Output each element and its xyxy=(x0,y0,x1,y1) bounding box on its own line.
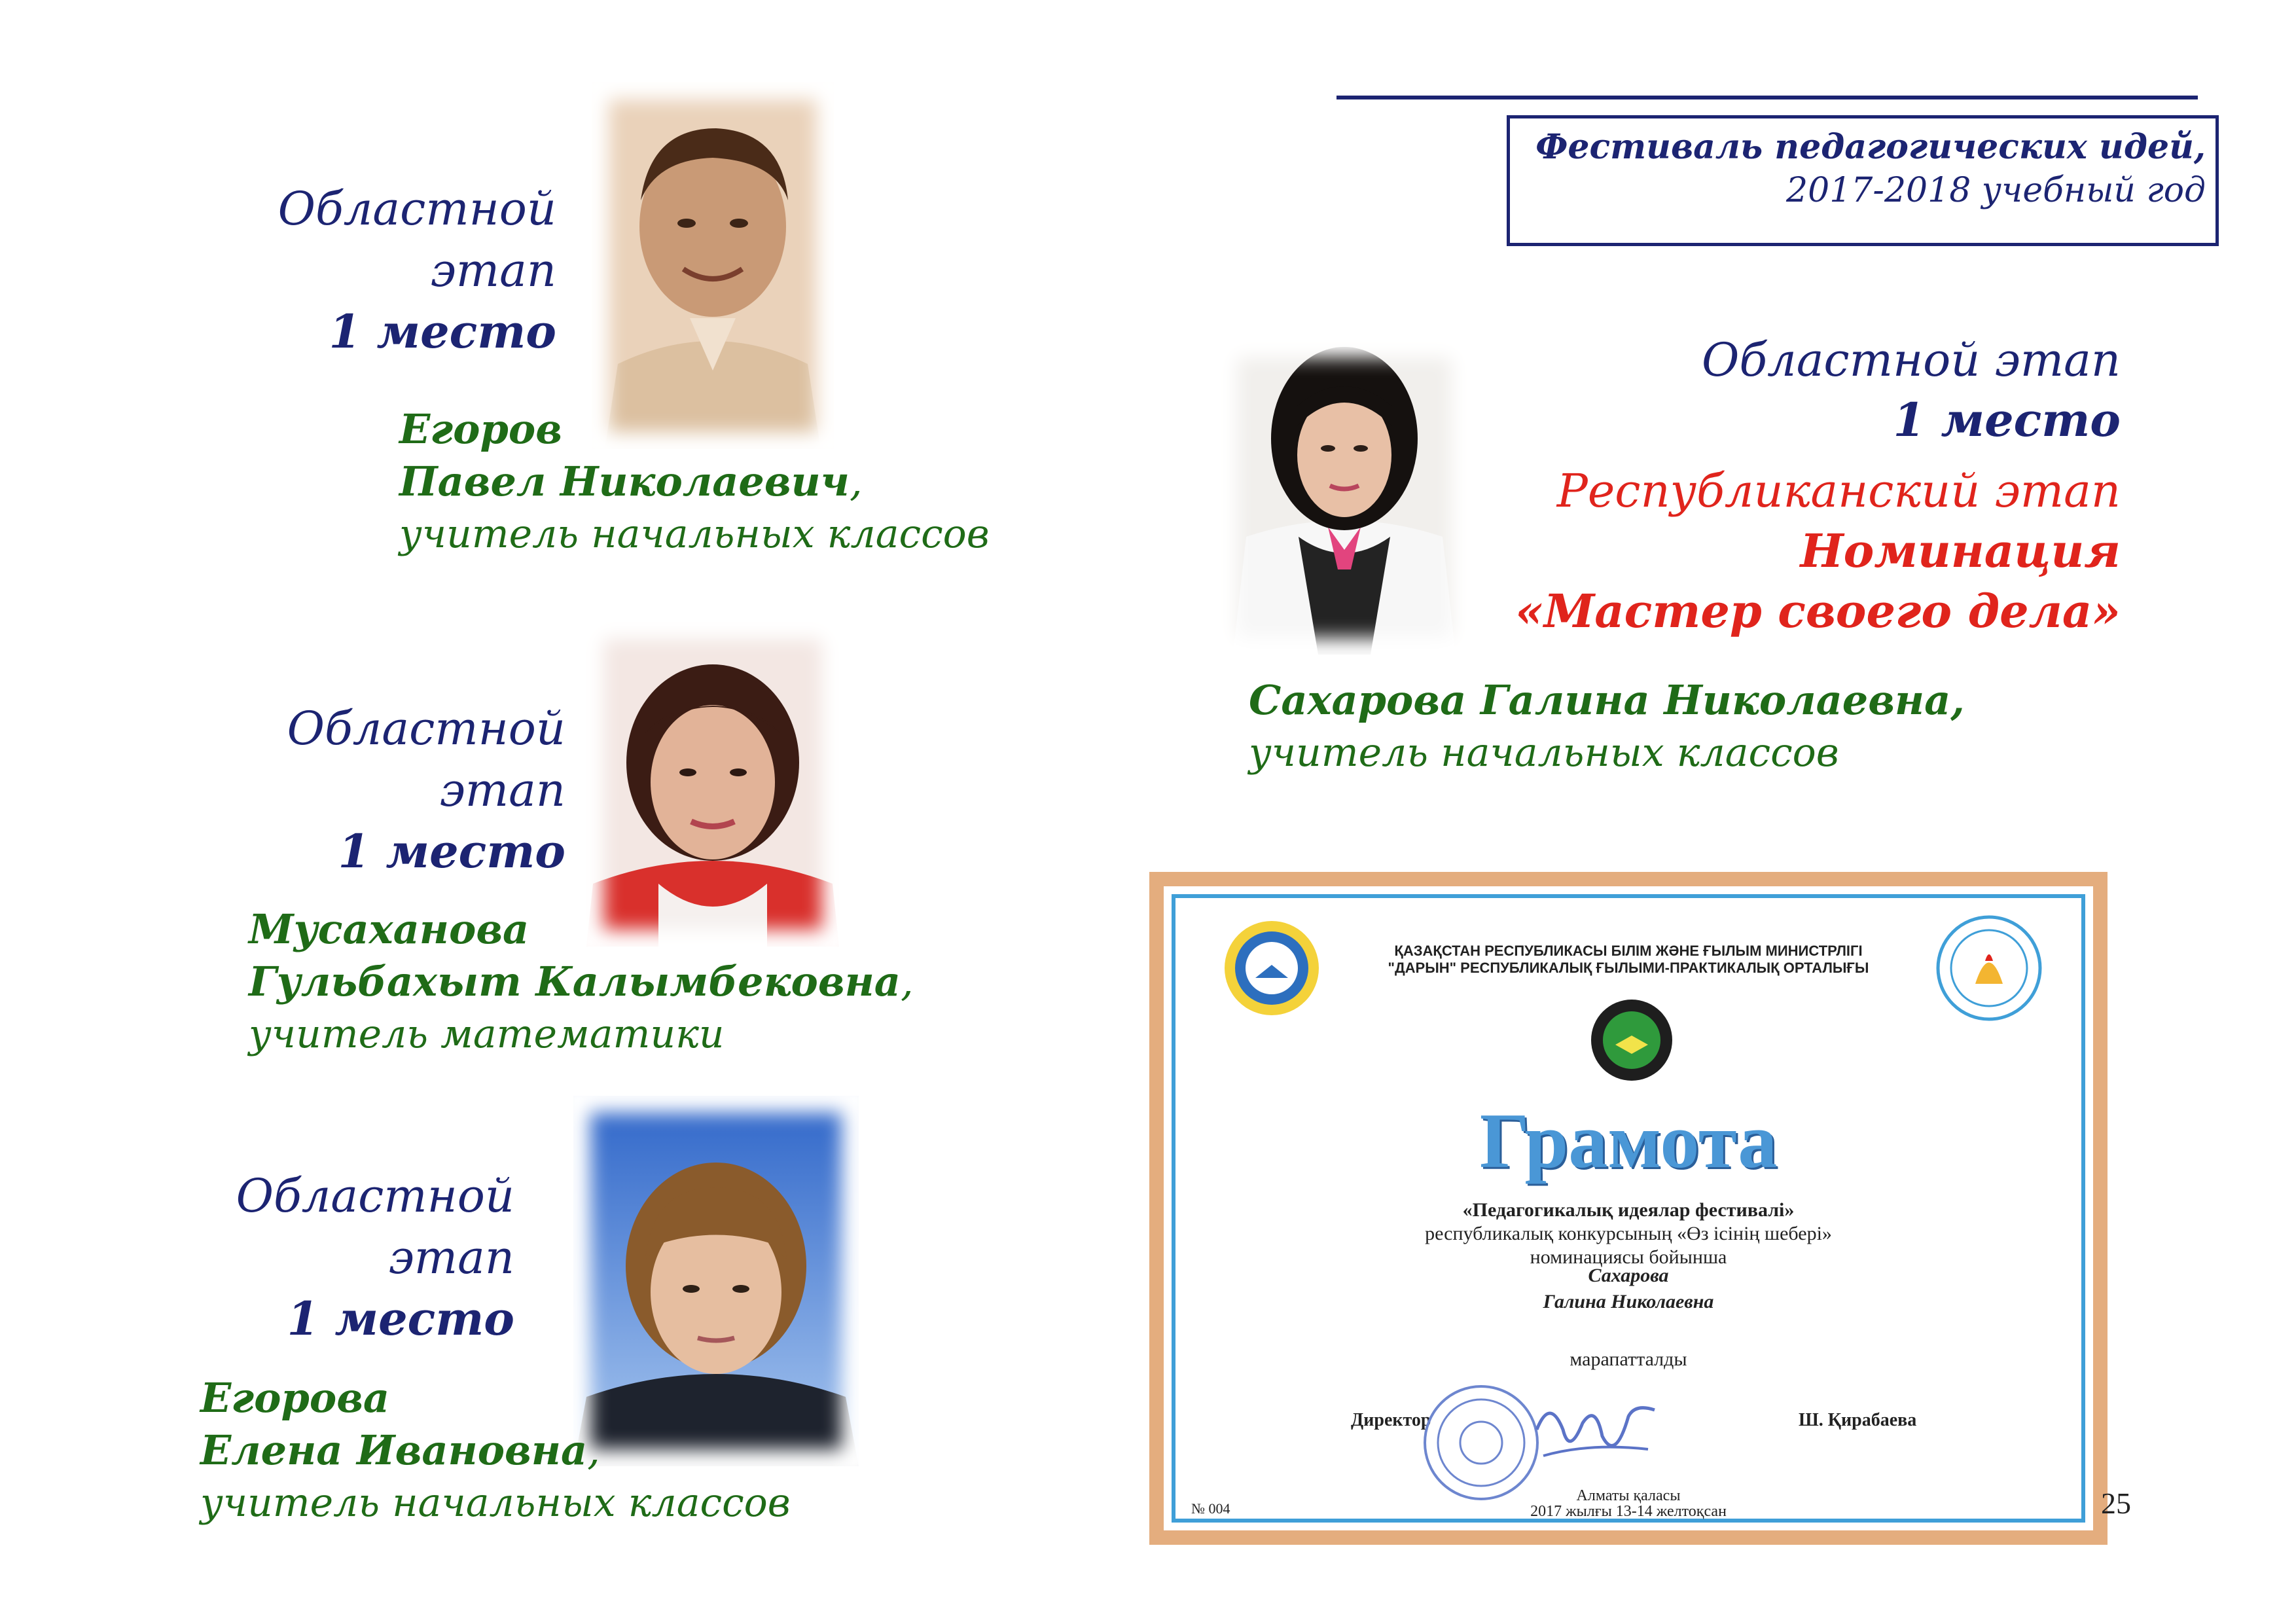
entry-1-place: 1 место xyxy=(329,304,556,359)
cert-awarded: марапатталды xyxy=(1570,1348,1687,1370)
entry-1-stage-line1: Областной xyxy=(278,182,556,236)
entry-1-given-names: Павел Николаевич xyxy=(399,458,850,505)
cert-number: № 004 xyxy=(1191,1500,1230,1517)
cert-director-label: Директор xyxy=(1351,1410,1431,1430)
stamp-icon xyxy=(1422,1384,1540,1502)
featured-republic-stage: Республиканский этап xyxy=(1556,464,2121,518)
entry-3-place: 1 место xyxy=(287,1291,514,1346)
photo-egorov xyxy=(592,82,834,449)
page-number: 25 xyxy=(2101,1487,2131,1520)
entry-2-comma: , xyxy=(900,958,914,1005)
featured-place: 1 место xyxy=(1893,393,2121,447)
entry-2-stage-line2: этап xyxy=(439,763,565,817)
certificate-sheet xyxy=(1164,886,2093,1530)
entry-3-stage-line2: этап xyxy=(388,1231,514,1284)
entry-3-stage-line1: Областной xyxy=(236,1169,514,1223)
cert-given-names: Галина Николаевна xyxy=(1543,1291,1714,1312)
featured-role: учитель начальных классов xyxy=(1249,730,1839,776)
cert-city: Алматы қаласы xyxy=(1576,1487,1681,1504)
entry-2-given-names: Гульбахыт Калымбековна xyxy=(249,958,901,1005)
featured-stage xyxy=(1466,330,2121,641)
featured-nomination: Номинация xyxy=(1800,524,2121,578)
entry-2-place: 1 место xyxy=(338,824,565,878)
photo-sakharova xyxy=(1220,340,1469,655)
entry-1-role: учитель начальных классов xyxy=(399,511,990,557)
entry-2-person xyxy=(249,903,969,1060)
cert-festival: «Педагогикалық идеялар фестивалі» xyxy=(1462,1199,1795,1221)
featured-name: Сахарова Галина Николаевна, xyxy=(1249,676,1965,724)
festival-title: Фестиваль педагогических идей, xyxy=(1535,127,2206,167)
featured-stage-name: Областной этап xyxy=(1702,333,2121,387)
cert-director-name: Ш. Қирабаева xyxy=(1799,1410,1917,1430)
entry-2-surname: Мусаханова xyxy=(249,905,529,953)
entry-1-stage-line2: этап xyxy=(430,244,556,297)
certificate xyxy=(1149,872,2108,1545)
entry-1-comma: , xyxy=(849,458,863,505)
cert-surname: Сахарова xyxy=(1588,1265,1669,1286)
entry-2-role: учитель математики xyxy=(249,1011,725,1057)
cert-date: 2017 жылғы 13-14 желтоқсан xyxy=(1530,1503,1727,1520)
cert-ministry-line1: ҚАЗАҚСТАН РЕСПУБЛИКАСЫ БІЛІМ ЖӘНЕ ҒЫЛЫМ МИНИСТРЛІГІ xyxy=(1394,943,1863,959)
festival-emblem-icon xyxy=(1589,998,1674,1083)
entry-1-surname: Егоров xyxy=(399,405,562,453)
entry-1-person xyxy=(399,403,1054,560)
entry-3-surname: Егорова xyxy=(200,1374,390,1422)
cert-ministry-line2: "ДАРЫН" РЕСПУБЛИКАЛЫҚ ҒЫЛЫМИ-ПРАКТИКАЛЫҚ ОРТАЛЫҒЫ xyxy=(1388,960,1869,976)
entry-2-stage-line1: Областной xyxy=(287,702,565,755)
entry-3-stage xyxy=(196,1165,514,1350)
entry-2-stage xyxy=(249,698,565,882)
cert-title: Грамота xyxy=(1479,1097,1778,1184)
featured-nomination-title: «Мастер своего дела» xyxy=(1515,584,2121,638)
cert-nomination: номинациясы бойынша xyxy=(1530,1246,1727,1268)
entry-1-stage xyxy=(249,178,556,363)
featured-person xyxy=(1249,674,2034,779)
entry-3-given-names: Елена Ивановна xyxy=(200,1426,588,1474)
header-rule xyxy=(1336,96,2198,99)
photo-musakhanova xyxy=(586,622,839,947)
academic-year: 2017-2018 учебный год xyxy=(1786,171,2206,210)
signature-icon xyxy=(1524,1390,1668,1475)
entry-3-comma: , xyxy=(587,1426,600,1474)
entry-3-person xyxy=(200,1372,920,1529)
cert-contest: республикалық конкурсының «Өз ісінің шебері» xyxy=(1425,1223,1832,1244)
entry-3-role: учитель начальных классов xyxy=(200,1480,791,1526)
